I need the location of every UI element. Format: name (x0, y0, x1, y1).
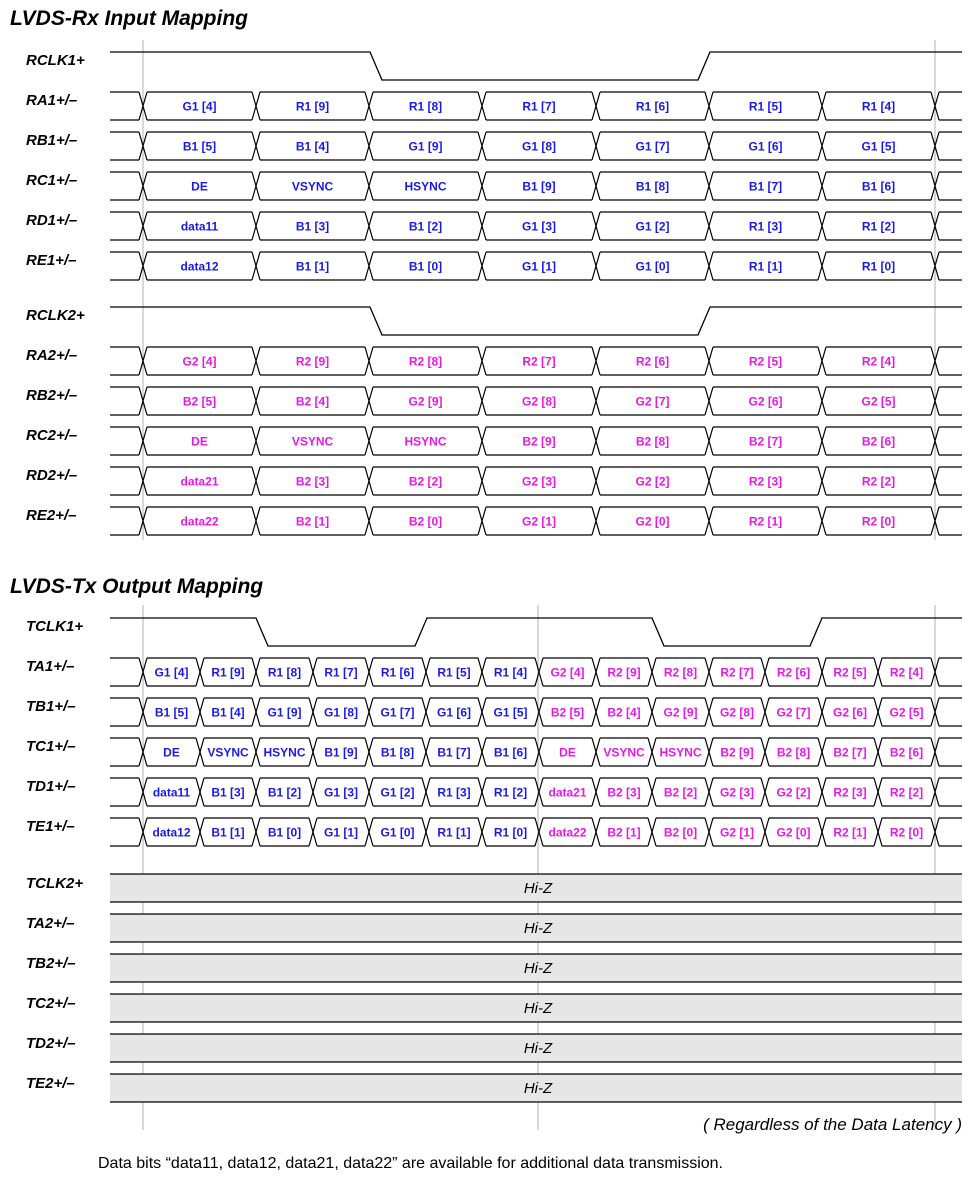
bus-cell-label: G2 [6] (748, 394, 783, 409)
clock-label: RCLK2+ (26, 307, 85, 324)
bus-cell-label: data21 (180, 474, 219, 489)
bus-waveform (110, 658, 962, 686)
bus-cell-label: B1 [2] (267, 785, 302, 800)
hiz-state-label: Hi-Z (523, 920, 553, 937)
hiz-bar (110, 874, 962, 902)
bus-cell-label: R2 [7] (720, 665, 754, 680)
bus-cell-label: G1 [8] (323, 705, 359, 720)
bus-cell-label: B1 [2] (408, 219, 443, 234)
signal-label: TC1+/– (26, 738, 76, 755)
bus-cell-label: G2 [8] (719, 705, 755, 720)
bus-cell-label: B2 [1] (295, 514, 330, 529)
bus-waveform (110, 507, 962, 535)
footer-note: Data bits “data11, data12, data21, data22” are available for additional data transmission. (98, 1155, 723, 1172)
hiz-state-label: Hi-Z (523, 960, 553, 977)
bus-cell-label: G1 [6] (748, 139, 783, 154)
bus-cell-label: G2 [1] (719, 825, 755, 840)
clock-waveform (110, 52, 962, 80)
bus-cell-label: R1 [2] (861, 219, 896, 234)
bus-waveform (110, 738, 962, 766)
bus-cell-label: G2 [9] (663, 705, 698, 720)
bus-cell-label: data21 (548, 785, 587, 800)
bus-cell-label: R2 [7] (522, 354, 556, 369)
hiz-signal-label: TD2+/– (26, 1035, 76, 1052)
bus-cell-label: R2 [2] (861, 474, 896, 489)
signal-label: RA1+/– (26, 92, 78, 109)
bus-cell-label: data12 (180, 259, 219, 274)
bus-cell-label: R2 [9] (607, 665, 641, 680)
bus-cell-label: HSYNC (659, 745, 702, 760)
bus-cell-label: G2 [4] (182, 354, 217, 369)
bus-waveform (110, 778, 962, 806)
signal-label: RB2+/– (26, 387, 78, 404)
bus-cell-label: R1 [4] (493, 665, 528, 680)
hiz-state-label: Hi-Z (523, 1080, 553, 1097)
bus-cell-label: B2 [4] (607, 705, 641, 720)
bus-cell-label: R2 [4] (861, 354, 896, 369)
bus-cell-label: R2 [5] (748, 354, 783, 369)
hiz-state-label: Hi-Z (523, 1000, 553, 1017)
bus-waveform (110, 818, 962, 846)
bus-cell-label: G2 [7] (635, 394, 670, 409)
bus-cell-label: G1 [3] (521, 219, 557, 234)
bus-cell-label: B2 [7] (833, 745, 867, 760)
bus-cell-label: G1 [1] (323, 825, 359, 840)
signal-label: TE1+/– (26, 818, 75, 835)
bus-cell-label: G2 [9] (408, 394, 443, 409)
hiz-bar (110, 1034, 962, 1062)
bus-cell-label: G1 [1] (521, 259, 557, 274)
latency-note: ( Regardless of the Data Latency ) (703, 1115, 962, 1134)
bus-cell-label: R2 [9] (295, 354, 330, 369)
bus-cell-label: data11 (180, 219, 219, 234)
clock-waveform (110, 618, 962, 646)
clock-label: TCLK1+ (26, 618, 84, 635)
bus-cell-label: VSYNC (291, 179, 334, 194)
bus-cell-label: B2 [5] (550, 705, 585, 720)
bus-cell-label: R1 [6] (635, 99, 670, 114)
bus-cell-label: G1 [5] (861, 139, 896, 154)
signal-label: TB1+/– (26, 698, 76, 715)
bus-cell-label: B1 [5] (182, 139, 217, 154)
bus-cell-label: G2 [7] (776, 705, 811, 720)
bus-cell-label: R1 [8] (408, 99, 443, 114)
bus-cell-label: HSYNC (404, 179, 447, 194)
bus-cell-label: G2 [0] (635, 514, 670, 529)
hiz-signal-label: TB2+/– (26, 955, 76, 972)
bus-cell-label: G2 [5] (889, 705, 924, 720)
bus-cell-label: VSYNC (207, 745, 249, 760)
bus-cell-label: B1 [6] (861, 179, 896, 194)
bus-waveform (110, 698, 962, 726)
bus-cell-label: DE (191, 434, 208, 449)
bus-cell-label: G1 [0] (635, 259, 670, 274)
bus-cell-label: B1 [8] (635, 179, 670, 194)
bus-cell-label: data12 (152, 825, 191, 840)
tx-section-title: LVDS-Tx Output Mapping (10, 575, 264, 598)
bus-cell-label: R1 [6] (380, 665, 415, 680)
bus-cell-label: B1 [6] (493, 745, 528, 760)
hiz-bar (110, 1074, 962, 1102)
bus-cell-label: B1 [3] (211, 785, 245, 800)
bus-cell-label: R2 [0] (889, 825, 924, 840)
bus-cell-label: R1 [5] (437, 665, 471, 680)
signal-label: RC1+/– (26, 172, 78, 189)
bus-cell-label: B1 [4] (211, 705, 245, 720)
bus-cell-label: G1 [8] (521, 139, 557, 154)
bus-cell-label: data11 (152, 785, 191, 800)
bus-cell-label: G1 [4] (154, 665, 189, 680)
bus-cell-label: B2 [3] (295, 474, 330, 489)
bus-cell-label: R2 [4] (889, 665, 924, 680)
bus-cell-label: R1 [7] (324, 665, 358, 680)
bus-cell-label: DE (163, 745, 180, 760)
bus-cell-label: B2 [4] (295, 394, 330, 409)
bus-cell-label: G1 [4] (182, 99, 217, 114)
clock-waveform (110, 307, 962, 335)
signal-label: RD1+/– (26, 212, 78, 229)
bus-waveform (110, 347, 962, 375)
bus-cell-label: R2 [1] (748, 514, 783, 529)
bus-cell-label: R1 [3] (748, 219, 783, 234)
signal-label: RB1+/– (26, 132, 78, 149)
hiz-bar (110, 914, 962, 942)
bus-cell-label: G2 [2] (635, 474, 670, 489)
bus-cell-label: B1 [7] (748, 179, 783, 194)
bus-cell-label: G2 [6] (832, 705, 868, 720)
bus-cell-label: B1 [9] (324, 745, 358, 760)
bus-cell-label: R2 [3] (833, 785, 867, 800)
rx-section-title: LVDS-Rx Input Mapping (10, 7, 248, 30)
bus-cell-label: R2 [8] (408, 354, 443, 369)
bus-cell-label: DE (191, 179, 208, 194)
signal-label: TA1+/– (26, 658, 75, 675)
bus-cell-label: VSYNC (603, 745, 645, 760)
bus-cell-label: R1 [7] (522, 99, 556, 114)
hiz-bar (110, 954, 962, 982)
bus-cell-label: G2 [4] (550, 665, 585, 680)
bus-cell-label: data22 (548, 825, 587, 840)
bus-cell-label: HSYNC (263, 745, 306, 760)
clock-label: RCLK1+ (26, 52, 85, 69)
bus-cell-label: B2 [6] (861, 434, 896, 449)
hiz-state-label: Hi-Z (523, 1040, 553, 1057)
bus-cell-label: R1 [0] (861, 259, 896, 274)
signal-label: RD2+/– (26, 467, 78, 484)
bus-cell-label: G1 [2] (380, 785, 415, 800)
bus-cell-label: R1 [1] (748, 259, 783, 274)
bus-cell-label: R2 [2] (889, 785, 924, 800)
bus-cell-label: B2 [5] (182, 394, 217, 409)
bus-cell-label: B1 [1] (295, 259, 330, 274)
bus-cell-label: B2 [8] (635, 434, 670, 449)
hiz-signal-label: TC2+/– (26, 995, 76, 1012)
bus-cell-label: B2 [3] (607, 785, 641, 800)
bus-cell-label: B1 [8] (380, 745, 415, 760)
bus-cell-label: R1 [1] (437, 825, 471, 840)
bus-cell-label: B1 [1] (211, 825, 245, 840)
bus-cell-label: R1 [5] (748, 99, 783, 114)
bus-cell-label: G1 [7] (635, 139, 670, 154)
bus-cell-label: G1 [6] (436, 705, 472, 720)
bus-waveform (110, 252, 962, 280)
bus-cell-label: R1 [0] (493, 825, 528, 840)
hiz-signal-label: TA2+/– (26, 915, 75, 932)
bus-cell-label: B1 [0] (267, 825, 302, 840)
bus-cell-label: G2 [5] (861, 394, 896, 409)
bus-cell-label: data22 (180, 514, 219, 529)
signal-label: RE2+/– (26, 507, 77, 524)
bus-cell-label: R2 [6] (635, 354, 670, 369)
bus-cell-label: G1 [9] (267, 705, 302, 720)
hiz-signal-label: TE2+/– (26, 1075, 75, 1092)
signal-label: RE1+/– (26, 252, 77, 269)
bus-cell-label: G1 [2] (635, 219, 670, 234)
bus-cell-label: B2 [7] (748, 434, 783, 449)
bus-cell-label: G2 [3] (521, 474, 557, 489)
bus-cell-label: B1 [7] (437, 745, 471, 760)
bus-cell-label: G1 [7] (380, 705, 415, 720)
bus-cell-label: B1 [5] (154, 705, 189, 720)
bus-cell-label: B2 [2] (663, 785, 698, 800)
bus-cell-label: G1 [3] (323, 785, 359, 800)
bus-cell-label: B2 [9] (522, 434, 556, 449)
bus-cell-label: R2 [8] (663, 665, 698, 680)
bus-cell-label: R1 [8] (267, 665, 302, 680)
bus-cell-label: R2 [6] (776, 665, 811, 680)
bus-waveform (110, 212, 962, 240)
bus-waveform (110, 387, 962, 415)
bus-cell-label: DE (559, 745, 576, 760)
bus-cell-label: B2 [0] (663, 825, 698, 840)
bus-cell-label: G1 [5] (493, 705, 528, 720)
bus-cell-label: B2 [2] (408, 474, 443, 489)
bus-waveform (110, 467, 962, 495)
bus-cell-label: B1 [0] (408, 259, 443, 274)
bus-waveform (110, 132, 962, 160)
bus-cell-label: R1 [9] (295, 99, 330, 114)
bus-cell-label: B1 [4] (295, 139, 330, 154)
bus-cell-label: B2 [8] (776, 745, 811, 760)
bus-cell-label: R1 [9] (211, 665, 245, 680)
bus-cell-label: G1 [0] (380, 825, 415, 840)
bus-cell-label: B2 [6] (889, 745, 924, 760)
bus-cell-label: R1 [2] (493, 785, 528, 800)
bus-cell-label: G2 [3] (719, 785, 755, 800)
signal-label: TD1+/– (26, 778, 76, 795)
bus-cell-label: B1 [9] (522, 179, 556, 194)
bus-cell-label: G2 [0] (776, 825, 811, 840)
bus-cell-label: B2 [9] (720, 745, 754, 760)
bus-cell-label: R1 [3] (437, 785, 471, 800)
hiz-state-label: Hi-Z (523, 880, 553, 897)
hiz-bar (110, 994, 962, 1022)
bus-waveform (110, 172, 962, 200)
bus-cell-label: G1 [9] (408, 139, 443, 154)
bus-cell-label: R2 [3] (748, 474, 783, 489)
bus-cell-label: B2 [0] (408, 514, 443, 529)
hiz-signal-label: TCLK2+ (26, 875, 84, 892)
bus-cell-label: G2 [2] (776, 785, 811, 800)
bus-cell-label: G2 [8] (521, 394, 557, 409)
signal-label: RC2+/– (26, 427, 78, 444)
bus-cell-label: R2 [5] (833, 665, 867, 680)
signal-label: RA2+/– (26, 347, 78, 364)
bus-waveform (110, 92, 962, 120)
bus-cell-label: B2 [1] (607, 825, 641, 840)
bus-cell-label: HSYNC (404, 434, 447, 449)
bus-cell-label: R2 [1] (833, 825, 867, 840)
bus-cell-label: R1 [4] (861, 99, 896, 114)
bus-cell-label: B1 [3] (295, 219, 330, 234)
bus-waveform (110, 427, 962, 455)
bus-cell-label: G2 [1] (521, 514, 557, 529)
bus-cell-label: VSYNC (291, 434, 334, 449)
bus-cell-label: R2 [0] (861, 514, 896, 529)
